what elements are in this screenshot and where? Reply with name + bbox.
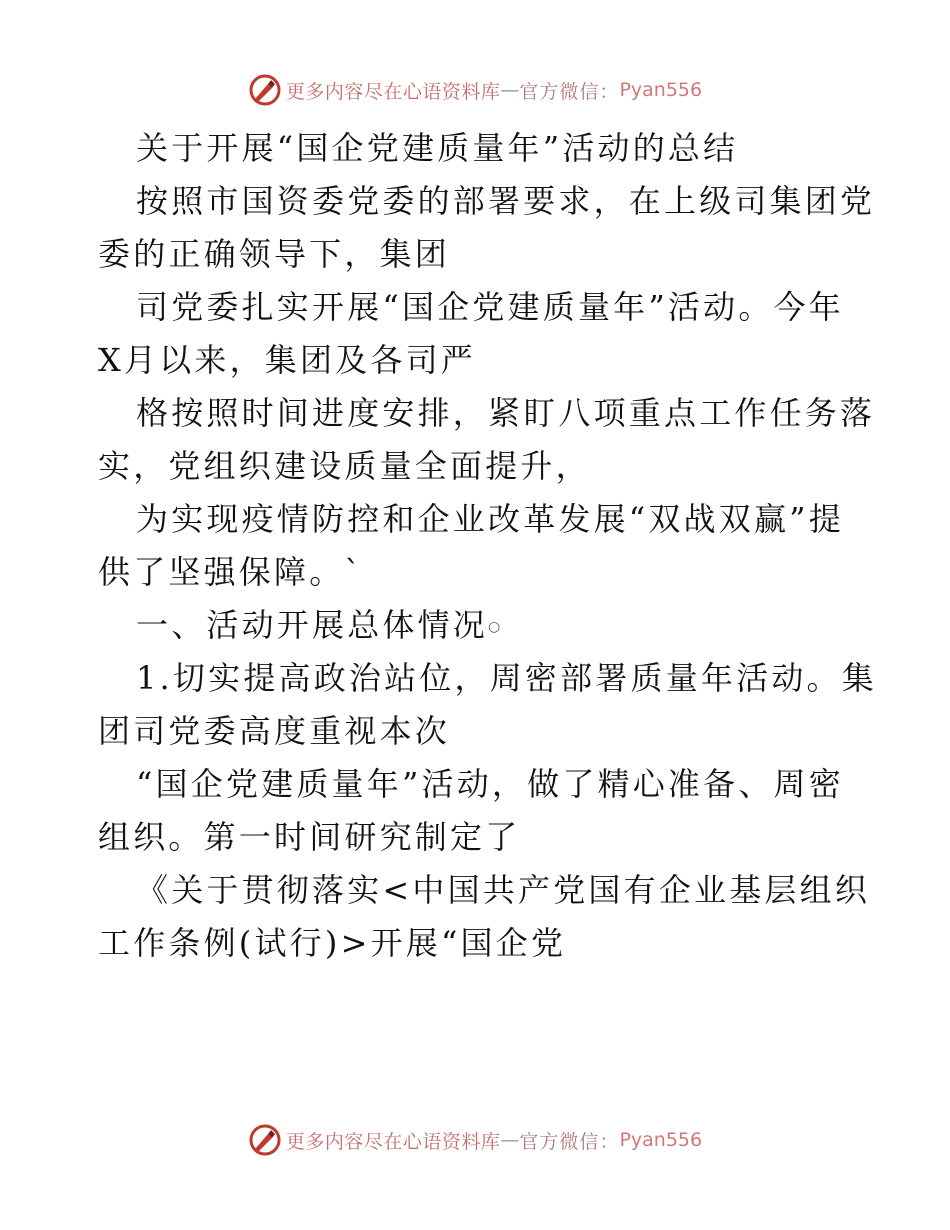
paragraph-line: “国企党建质量年”活动，做了精心准备、周密 <box>136 765 844 803</box>
section-mark: ○ <box>488 619 504 635</box>
paragraph-line: 实，党组织建设质量全面提升， <box>98 447 591 485</box>
paragraph-line: 1.切实提高政治站位，周密部署质量年活动。集 <box>136 659 877 697</box>
banner-wechat-label: 官方微信： <box>519 1130 620 1153</box>
banner-wechat-id: Pyan556 <box>619 79 703 101</box>
paragraph-line: 组织。第一时间研究制定了 <box>98 818 521 856</box>
paragraph-line: 为实现疫情防控和企业改革发展“双战双赢”提 <box>136 500 844 538</box>
paragraph-line: 工作条例(试行)>开展“国企党 <box>98 924 567 962</box>
document-body <box>98 122 877 970</box>
section-heading-text: 一、活动开展总体情况 <box>136 606 489 644</box>
paragraph-line: 格按照时间进度安排，紧盯八项重点工作任务落 <box>136 394 876 432</box>
banner-text: 更多内容尽在心语资料库 <box>285 1130 501 1153</box>
banner-wechat-id: Pyan556 <box>619 1129 703 1151</box>
paragraph-line: 按照市国资委党委的部署要求，在上级司集团党 <box>136 182 876 220</box>
pen-logo-icon <box>248 1123 282 1157</box>
paragraph-line: 《关于贯彻落实<中国共产党国有企业基层组织 <box>136 871 871 909</box>
paragraph-line: 团司党委高度重视本次 <box>98 712 451 750</box>
paragraph-line: 供了坚强保障。` <box>98 553 364 591</box>
paragraph-line: 委的正确领导下，集团 <box>98 235 451 273</box>
paragraph-line: 司党委扎实开展“国企党建质量年”活动。今年 <box>136 288 844 326</box>
footer-watermark-banner <box>0 1120 950 1160</box>
pen-logo-icon <box>248 73 282 107</box>
banner-dash: — <box>500 79 520 101</box>
banner-wechat-label: 官方微信： <box>519 80 620 103</box>
section-heading <box>98 599 858 652</box>
banner-text: 更多内容尽在心语资料库 <box>285 80 501 103</box>
paragraph-line: X月以来，集团及各司严 <box>98 341 476 379</box>
banner-dash: — <box>500 1129 520 1151</box>
document-title: 关于开展“国企党建质量年”活动的总结 <box>136 129 739 167</box>
header-watermark-banner <box>0 70 950 110</box>
